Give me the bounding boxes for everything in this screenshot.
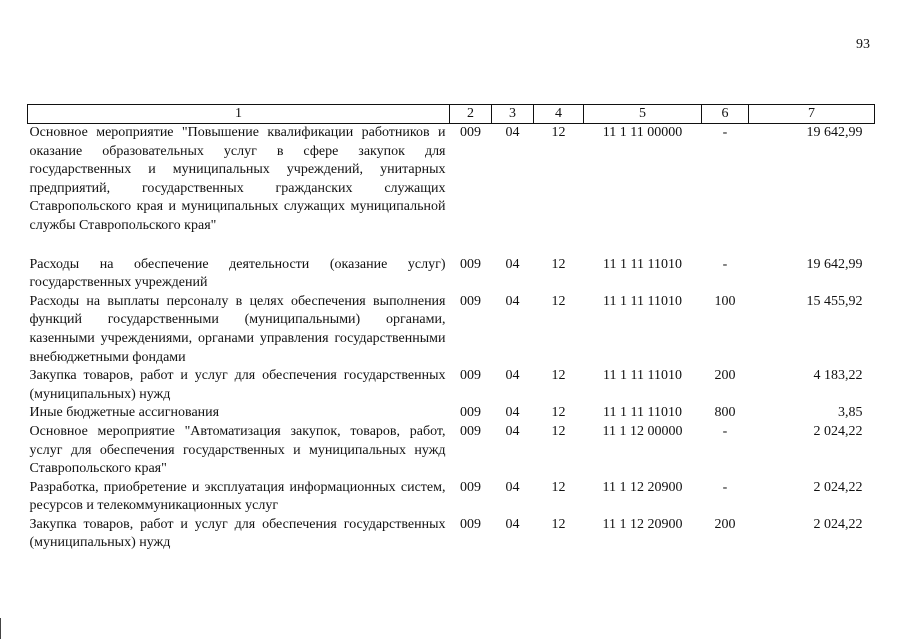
row-section: 04 [505,125,520,140]
row-amount: 15 455,92 [806,293,863,309]
row-target: 11 1 11 11010 [603,256,682,272]
row-section: 04 [505,516,520,532]
header-col-6: 6 [702,105,749,124]
table-header [28,105,875,124]
page-number: 93 [856,37,870,52]
row-name: Закупка товаров, работ и услуг для обеспечения государственных (муниципальных) нужд [29,368,446,402]
row-subsection: 12 [551,125,566,140]
row-name: Разработка, приобретение и эксплуатация информационных систем, ресурсов и телекоммуникационных услуг [29,479,446,514]
row-ministry: 009 [460,293,481,309]
row-ministry: 009 [460,368,481,384]
row-subsection: 12 [551,516,566,532]
header-col-5: 5 [584,105,702,124]
scan-edge-mark [0,618,1,639]
table-row [28,404,875,423]
row-amount: 2 024,22 [813,423,863,439]
row-section: 04 [505,293,520,309]
row-subsection: 12 [551,368,566,384]
row-expense-type: 200 [714,368,736,384]
row-subsection: 12 [551,293,566,309]
row-expense-type: - [722,125,728,140]
row-expense-type: 100 [714,293,736,309]
table-row [28,293,875,367]
row-ministry: 009 [460,516,481,532]
header-col-3: 3 [492,105,534,124]
table-row [28,423,875,479]
budget-table [27,104,875,553]
header-col-7: 7 [749,105,875,124]
row-subsection: 12 [551,256,566,272]
row-amount: 4 183,22 [813,368,863,384]
row-expense-type: - [722,256,728,272]
row-target: 11 1 11 11010 [603,368,682,384]
row-target: 11 1 12 20900 [602,516,683,532]
table-row [28,124,875,236]
row-name: Закупка товаров, работ и услуг для обеспечения государственных (муниципальных) нужд [29,516,446,551]
header-col-1: 1 [28,105,450,124]
header-col-2: 2 [450,105,492,124]
row-ministry: 009 [460,479,481,495]
row-target: 11 1 11 11010 [603,405,682,421]
row-section: 04 [505,479,520,495]
row-ministry: 009 [460,405,481,421]
spacer-cell [28,236,875,256]
row-subsection: 12 [551,479,566,495]
row-amount: 2 024,22 [813,516,863,532]
row-name: Расходы на обеспечение деятельности (оказание услуг) государственных учреждений [29,256,446,291]
table-row [28,367,875,404]
row-target: 11 1 11 11010 [603,293,682,309]
spacer-row [28,236,875,256]
row-amount: 19 642,99 [806,256,863,272]
header-row [28,105,875,124]
row-expense-type: - [722,479,728,495]
table-row [28,479,875,516]
row-target: 11 1 11 00000 [602,125,683,140]
row-expense-type: 200 [714,516,736,532]
row-target: 11 1 12 00000 [602,423,683,439]
row-section: 04 [505,405,520,421]
row-amount: 2 024,22 [813,479,863,495]
table-row [28,256,875,293]
row-subsection: 12 [551,405,566,421]
row-target: 11 1 12 20900 [602,479,683,495]
row-section: 04 [505,423,520,439]
row-section: 04 [505,256,520,272]
row-name: Иные бюджетные ассигнования [29,405,220,421]
row-subsection: 12 [551,423,566,439]
row-name: Расходы на выплаты персоналу в целях обеспечения выполнения функций государственными (муниципальными) органами, казенными учреждениями, органами управления государственными внебюджетными фондами [29,293,446,365]
header-col-4: 4 [534,105,584,124]
row-ministry: 009 [460,125,481,140]
row-expense-type: 800 [714,405,736,421]
row-name: Основное мероприятие "Автоматизация закупок, товаров, работ, услуг для обеспечения государственных и муниципальных нужд Ставропольского края" [29,423,446,477]
row-ministry: 009 [460,423,481,439]
row-expense-type: - [722,423,728,439]
table-body [28,124,875,554]
row-amount: 19 642,99 [806,125,863,140]
table-row [28,516,875,553]
row-name: Основное мероприятие "Повышение квалификации работников и оказание образовательных услуг в сфере закупок для государственных и муниципальных учреждений, унитарных предприятий, государственных гражданских служащих Ставропольского края и муниципальных служащих муниципальной службы Ставропольского края" [29,125,446,233]
row-section: 04 [505,368,520,384]
row-ministry: 009 [460,256,481,272]
row-amount: 3,85 [838,405,863,421]
